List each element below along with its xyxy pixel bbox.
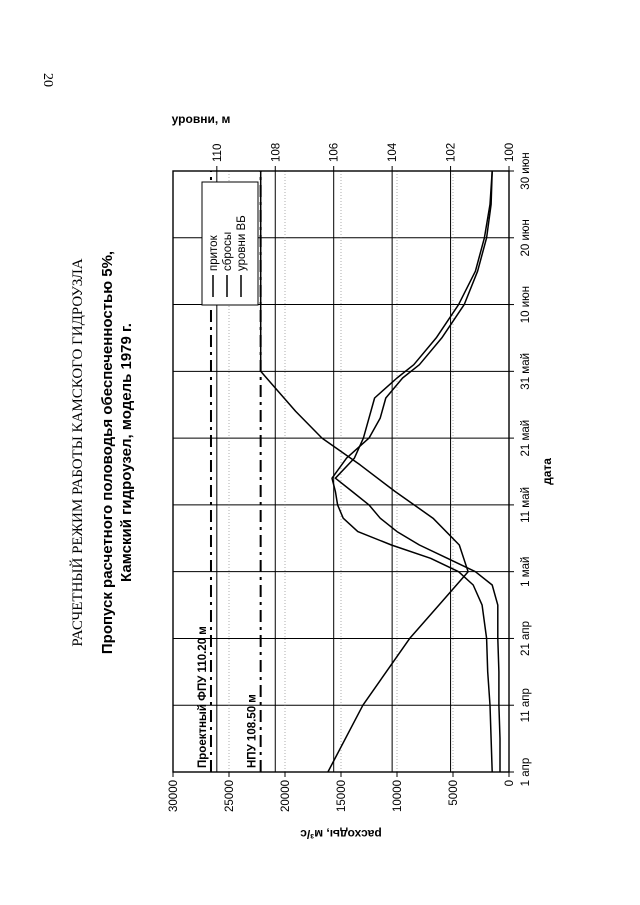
y-tick-label-left: 0 [504, 780, 516, 787]
legend-label: сбросы [222, 231, 234, 271]
x-tick-label: 1 май [520, 556, 532, 587]
series-line [335, 171, 500, 772]
x-axis-label: дата [540, 458, 554, 485]
reference-line-label: Проектный ФПУ 110.20 м [196, 626, 209, 768]
chart-title: Пропуск расчетного половодья обеспеченностью 5%, [99, 250, 116, 655]
page-number: 20 [40, 73, 55, 87]
x-tick-label: 21 май [520, 419, 532, 457]
series-line [332, 171, 492, 772]
y-tick-label-right: 110 [211, 143, 224, 162]
legend-label: приток [208, 235, 220, 271]
y-tick-label-left: 30000 [168, 780, 180, 812]
y-tick-label-left: 25000 [224, 780, 236, 812]
y-tick-label-right: 102 [445, 142, 458, 162]
x-tick-label: 20 июн [520, 219, 532, 257]
y-tick-label-left: 20000 [280, 780, 292, 812]
x-tick-label: 31 май [520, 352, 532, 390]
x-tick-label: 1 апр [520, 757, 532, 787]
y-tick-label-left: 10000 [392, 780, 404, 812]
document-heading: РАСЧЕТНЫЙ РЕЖИМ РАБОТЫ КАМСКОГО ГИДРОУЗЛА [70, 258, 86, 647]
y-tick-label-right: 100 [504, 142, 516, 162]
y-axis-label-left: расходы, м³/с [300, 827, 382, 841]
legend-label: уровни ВБ [236, 215, 248, 271]
x-tick-label: 21 апр [520, 620, 532, 656]
x-tick-label: 11 апр [520, 688, 532, 723]
series-line [261, 171, 468, 772]
y-tick-label-left: 5000 [448, 780, 460, 806]
y-tick-label-right: 108 [270, 142, 283, 162]
y-tick-label-right: 104 [387, 142, 400, 162]
y-tick-label-left: 15000 [336, 780, 348, 812]
y-tick-label-right: 106 [328, 142, 341, 162]
x-tick-label: 30 июн [520, 152, 532, 190]
chart-subtitle: Камский гидроузел, модель 1979 г. [118, 323, 135, 582]
x-tick-label: 11 май [520, 486, 532, 523]
x-tick-label: 10 июн [520, 285, 532, 324]
y-axis-label-right: уровни, м [171, 112, 231, 126]
reference-line-label: НПУ 108.50 м [246, 694, 259, 768]
